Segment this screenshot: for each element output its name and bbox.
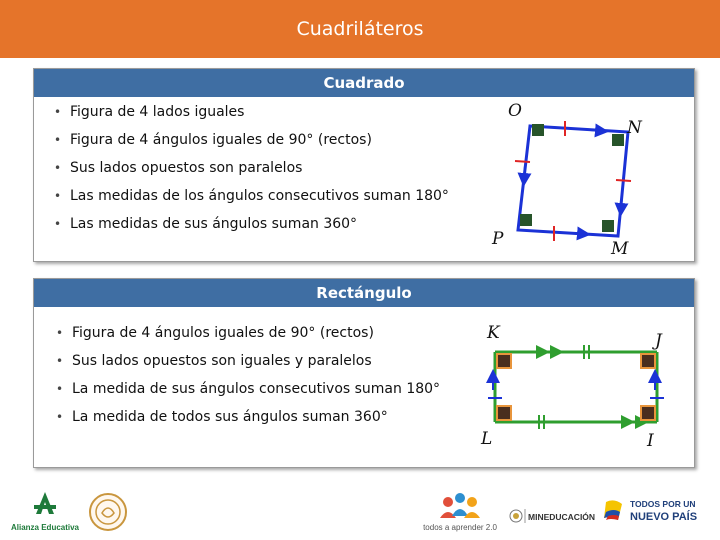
bullet-text: Figura de 4 ángulos iguales de 90° (rectos)	[72, 325, 374, 341]
bullet-icon: •	[56, 354, 64, 368]
mineducacion-text: MINEDUCACIÓN	[528, 512, 596, 522]
vertex-label-p: P	[492, 229, 504, 249]
title-bar	[0, 0, 720, 58]
alianza-logo-text: Alianza Educativa	[10, 523, 80, 532]
bullet-text: Sus lados opuestos son iguales y paralelos	[72, 353, 372, 369]
right-angle-marker-m	[602, 220, 614, 232]
alianza-educativa-logo	[6, 488, 84, 538]
list-item	[56, 381, 440, 409]
right-angle-marker-j	[641, 354, 655, 368]
rectangulo-bullet-list	[56, 325, 440, 437]
page-title: Cuadriláteros	[296, 18, 424, 40]
square-diagram	[480, 96, 680, 260]
vertex-label-i: I	[647, 431, 654, 451]
list-item	[54, 104, 449, 132]
bullet-text: La medida de todos sus ángulos suman 360°	[72, 409, 388, 425]
bullet-text: Las medidas de los ángulos consecutivos suman 180°	[70, 188, 449, 204]
right-angle-marker-k	[497, 354, 511, 368]
mineducacion-logo	[508, 506, 596, 526]
bullet-text: La medida de sus ángulos consecutivos suman 180°	[72, 381, 441, 397]
list-item	[54, 132, 449, 160]
cuadrado-title: Cuadrado	[34, 69, 694, 97]
vertex-label-n: N	[627, 118, 642, 138]
todos-por-un-text: TODOS POR UN	[630, 499, 696, 509]
bullet-icon: •	[56, 326, 64, 340]
rectangulo-title: Rectángulo	[34, 279, 694, 307]
bullet-text: Figura de 4 lados iguales	[70, 104, 245, 120]
rectangle-diagram	[475, 318, 685, 458]
vertex-label-l: L	[481, 429, 493, 449]
bullet-icon: •	[54, 189, 62, 203]
seal-logo	[88, 491, 128, 533]
bullet-icon: •	[54, 133, 62, 147]
right-angle-marker-o	[532, 124, 544, 136]
bullet-text: Figura de 4 ángulos iguales de 90° (rectos)	[70, 132, 372, 148]
vertex-label-o: O	[508, 101, 522, 121]
parallel-arrow-top	[590, 130, 602, 131]
todos-a-aprender-text: todos a aprender 2.0	[423, 523, 497, 532]
list-item	[56, 409, 440, 437]
parallel-arrow-left	[524, 166, 525, 180]
parallel-arrow-bottom	[572, 233, 584, 234]
todos-a-aprender-logo	[422, 488, 498, 536]
right-angle-marker-p	[520, 214, 532, 226]
list-item	[56, 353, 440, 381]
bullet-text: Las medidas de sus ángulos suman 360°	[70, 216, 358, 232]
right-angle-marker-i	[641, 406, 655, 420]
list-item	[54, 188, 449, 216]
todos-por-un-nuevo-pais-logo	[600, 494, 714, 534]
right-angle-marker-l	[497, 406, 511, 420]
parallel-arrow-right	[621, 196, 622, 210]
bullet-icon: •	[56, 382, 64, 396]
bullet-text: Sus lados opuestos son paralelos	[70, 160, 303, 176]
list-item	[54, 160, 449, 188]
vertex-label-k: K	[487, 323, 500, 343]
footer-logos	[0, 482, 720, 540]
cuadrado-bullet-list	[54, 104, 449, 244]
right-angle-marker-n	[612, 134, 624, 146]
bullet-icon: •	[54, 105, 62, 119]
equal-tick-left	[515, 161, 530, 162]
bullet-icon: •	[54, 217, 62, 231]
square-outline	[518, 126, 628, 236]
list-item	[56, 325, 440, 353]
vertex-label-j: J	[655, 331, 662, 351]
list-item	[54, 216, 449, 244]
nuevo-pais-text: NUEVO PAÍS	[630, 511, 698, 523]
bullet-icon: •	[56, 410, 64, 424]
equal-tick-right	[616, 180, 631, 181]
vertex-label-m: M	[611, 239, 629, 259]
bullet-icon: •	[54, 161, 62, 175]
